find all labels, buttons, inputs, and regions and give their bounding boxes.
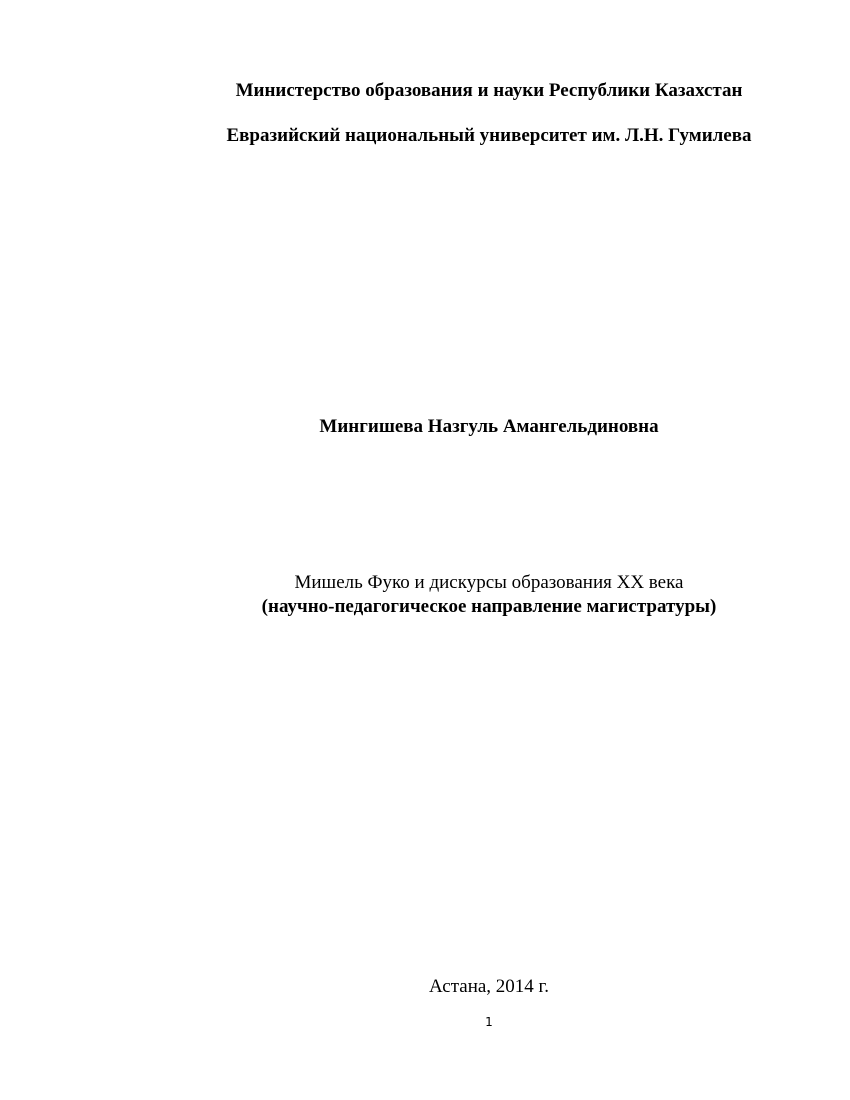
work-title: Мишель Фуко и дискурсы образования XX века [294, 572, 684, 593]
ministry-heading: Министерство образования и науки Республики Казахстан [235, 80, 743, 101]
university-heading: Евразийский национальный университет им. Л.Н. Гумилева [226, 125, 752, 146]
page-number: 1 [485, 1015, 493, 1029]
place-and-date: Астана, 2014 г. [429, 976, 549, 997]
author-name: Мингишева Назгуль Амангельдиновна [319, 416, 659, 437]
work-subtitle: (научно-педагогическое направление магистратуры) [261, 596, 717, 617]
